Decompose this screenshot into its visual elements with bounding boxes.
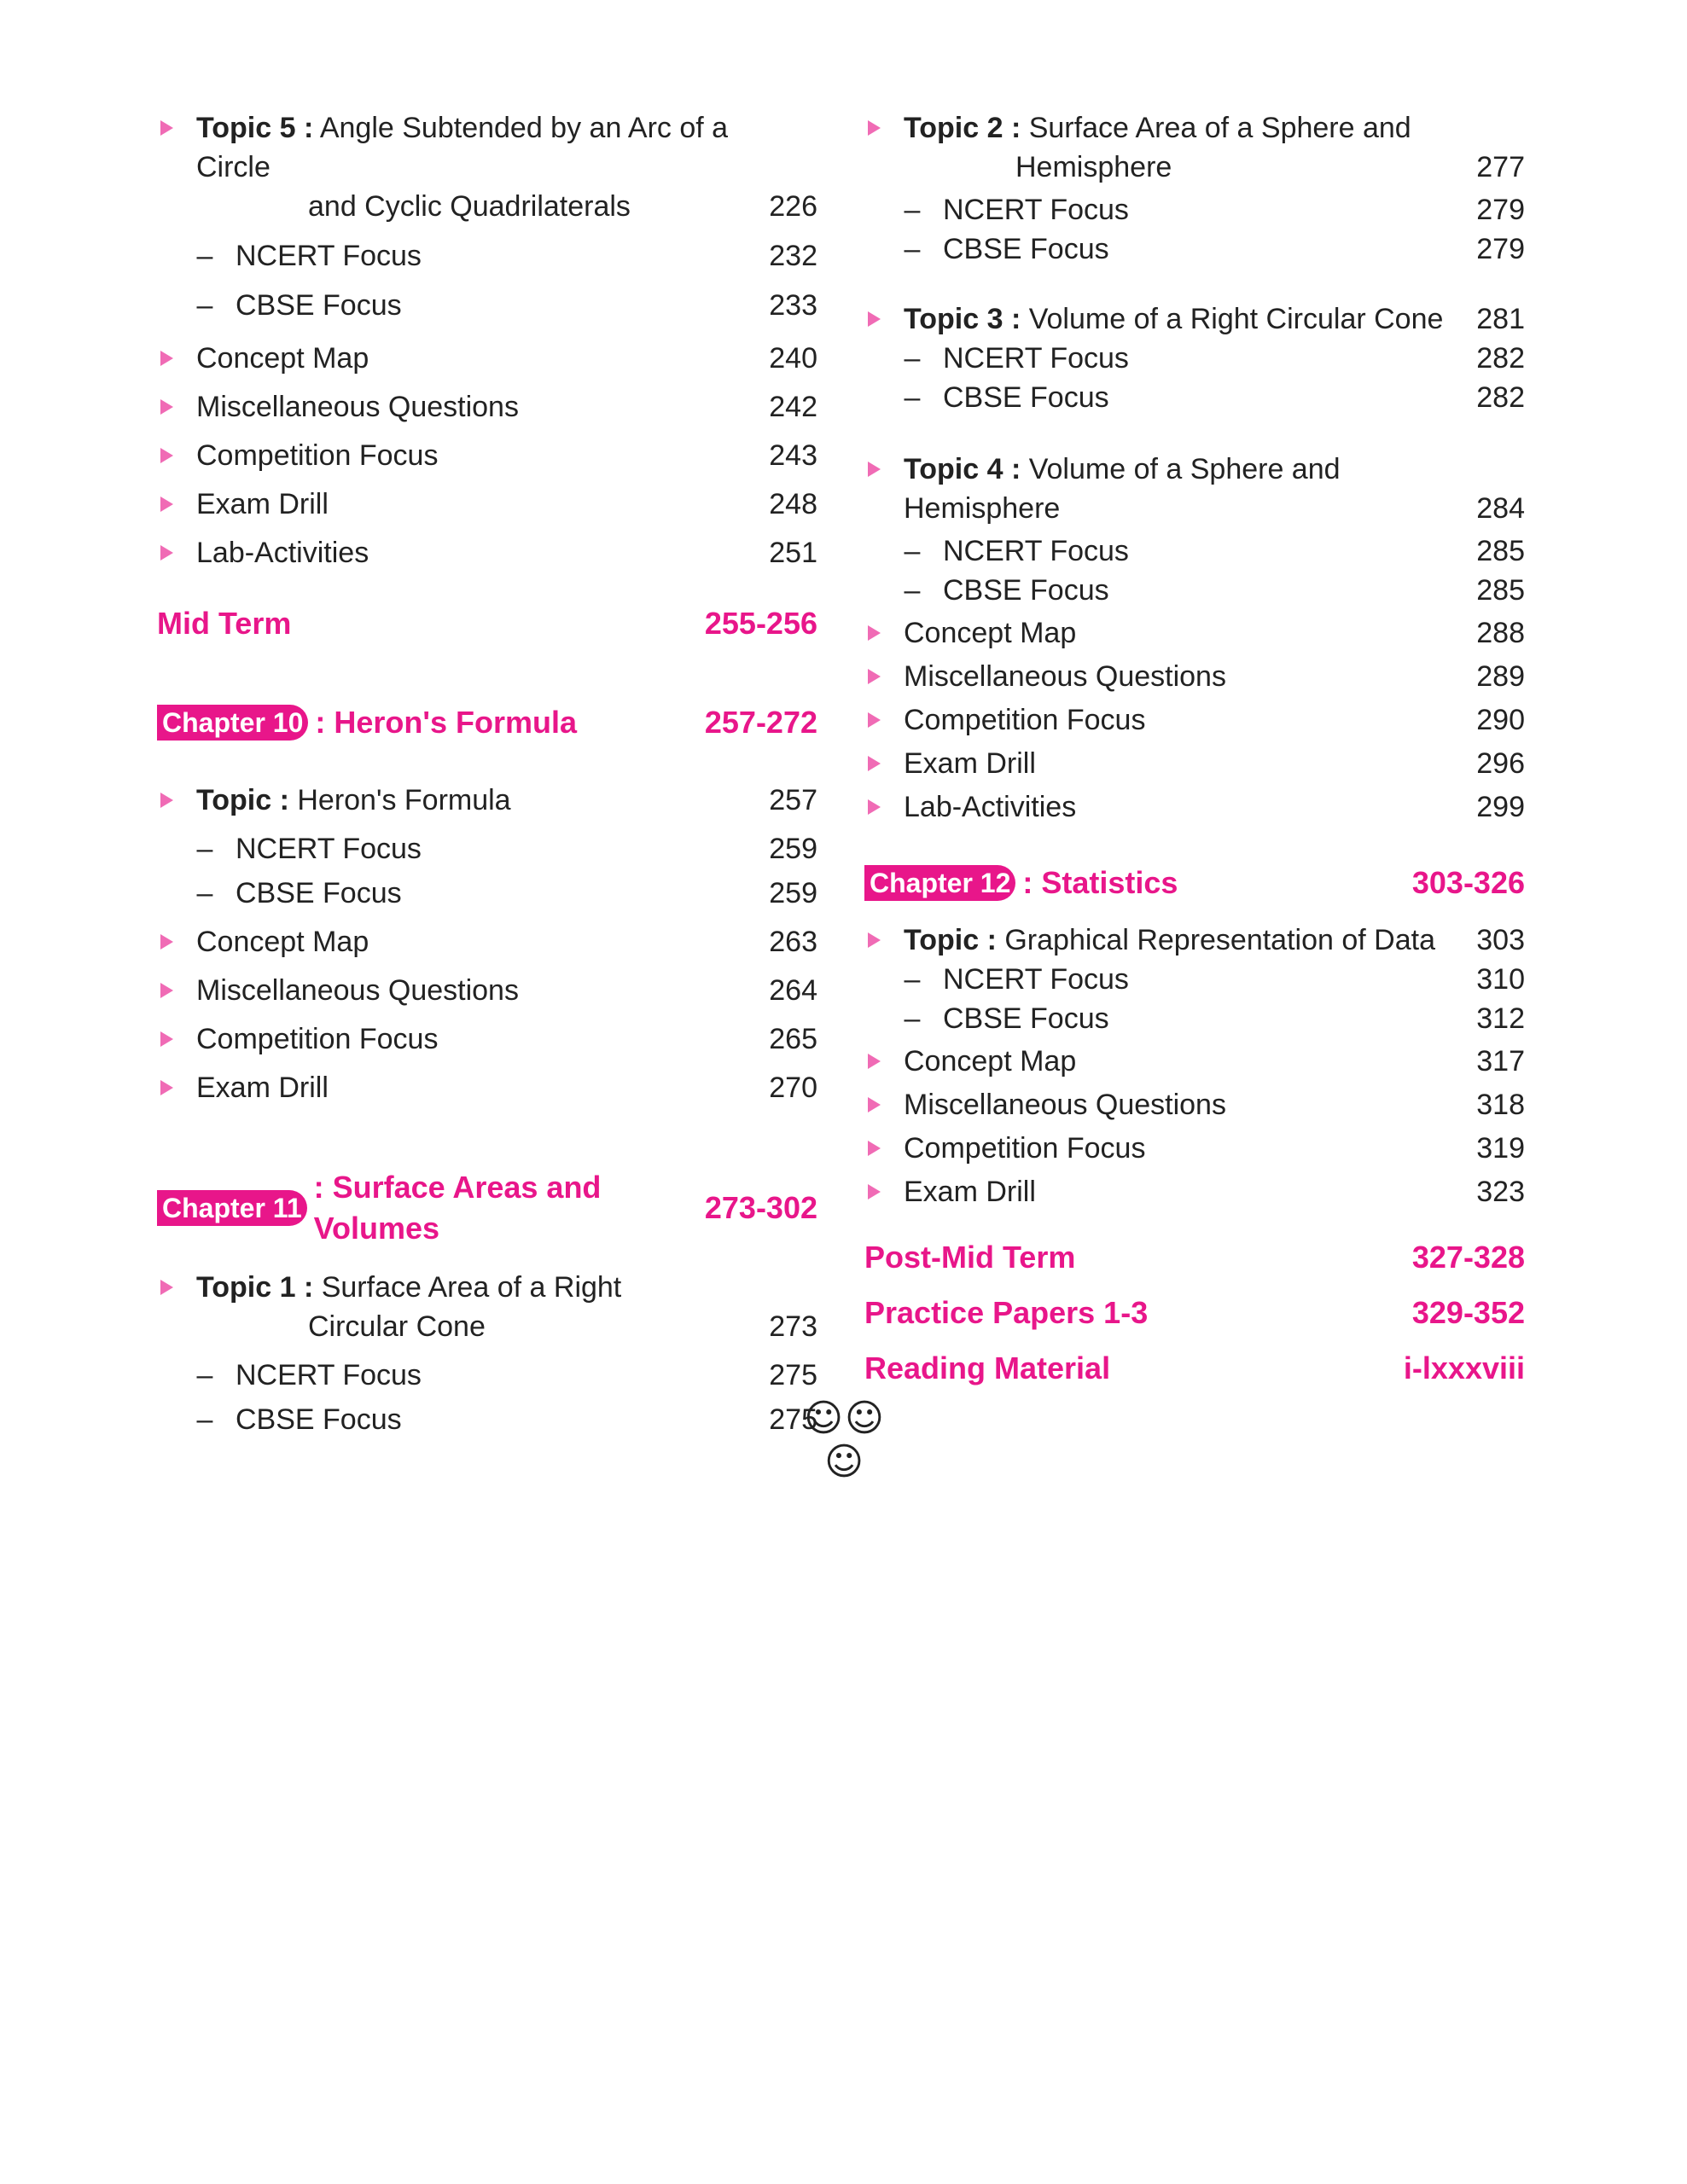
page-range: 303-326: [1411, 865, 1525, 900]
item-label: Miscellaneous Questions: [904, 660, 1226, 693]
triangle-bullet-icon: [160, 1280, 173, 1295]
page-number: 296: [1476, 747, 1525, 780]
topic-text: Volume of a Right Circular Cone: [1028, 303, 1444, 335]
page-number: 251: [769, 537, 817, 569]
item-label: Concept Map: [196, 342, 369, 375]
topic-text-continued: and Cyclic Quadrilaterals: [308, 190, 631, 223]
page-range: 273-302: [704, 1190, 817, 1225]
page-number: 282: [1476, 381, 1525, 414]
toc-subentry[interactable]: [157, 286, 817, 325]
page-number: 284: [1476, 492, 1525, 525]
item-label: Competition Focus: [904, 704, 1146, 736]
chapter-title: : Surface Areas and Volumes: [313, 1170, 602, 1246]
section-label: Mid Term: [157, 606, 292, 641]
item-label: Exam Drill: [196, 1072, 329, 1104]
page-range: 255-256: [704, 606, 817, 641]
page-number: 264: [769, 974, 817, 1007]
toc-subentry[interactable]: [864, 531, 1525, 571]
page-number: 290: [1476, 704, 1525, 736]
page-number: 259: [769, 877, 817, 909]
toc-subentry[interactable]: [157, 236, 817, 276]
dash-icon: –: [196, 1403, 213, 1436]
item-label: Lab-Activities: [904, 791, 1077, 823]
dash-icon: –: [196, 833, 213, 865]
smiley-faces-icon: ☺☺☺: [804, 1397, 886, 1484]
chapter-heading-10[interactable]: [157, 702, 817, 743]
chapter-title: : Statistics: [1022, 865, 1178, 900]
item-label: Exam Drill: [196, 488, 329, 520]
toc-subentry[interactable]: [864, 999, 1525, 1038]
dash-icon: –: [196, 289, 213, 322]
page-number: 277: [1476, 151, 1525, 183]
item-label: Concept Map: [196, 926, 369, 958]
page-number: 240: [769, 342, 817, 375]
toc-item[interactable]: [157, 485, 817, 524]
section-heading-reading-material[interactable]: [864, 1348, 1525, 1389]
topic-text: Angle Subtended by an Arc of a Circle: [196, 112, 729, 183]
page-number: 257: [769, 784, 817, 816]
triangle-bullet-icon: [160, 1031, 173, 1047]
item-label: Miscellaneous Questions: [904, 1089, 1226, 1121]
page-number: 273: [769, 1310, 817, 1343]
topic-heading: Topic 5 :: [196, 112, 314, 144]
triangle-bullet-icon: [868, 1097, 881, 1112]
page-number: 303: [1476, 924, 1525, 956]
chapter-badge: Chapter 10: [157, 705, 308, 741]
toc-item-list: [864, 1042, 1525, 1211]
dash-icon: –: [904, 381, 921, 414]
item-label: Exam Drill: [904, 1176, 1036, 1208]
subentry-label: CBSE Focus: [236, 1403, 402, 1436]
topic-text: Graphical Representation of Data: [1004, 924, 1435, 956]
triangle-bullet-icon: [868, 756, 881, 771]
page-number: 281: [1476, 303, 1525, 335]
subentry-label: NCERT Focus: [943, 194, 1129, 226]
page-number: 248: [769, 488, 817, 520]
subentry-label: NCERT Focus: [943, 535, 1129, 567]
triangle-bullet-icon: [160, 934, 173, 950]
dash-icon: –: [904, 194, 921, 226]
section-label: Post-Mid Term: [864, 1240, 1076, 1275]
triangle-bullet-icon: [868, 932, 881, 948]
chapter-badge: Chapter 12: [864, 865, 1015, 901]
toc-topic-entry[interactable]: [864, 450, 1525, 528]
toc-item-list: [157, 922, 817, 1107]
triangle-bullet-icon: [160, 793, 173, 808]
section-heading-practice-papers[interactable]: [864, 1292, 1525, 1333]
page-number: 226: [769, 190, 817, 223]
dash-icon: –: [904, 963, 921, 996]
triangle-bullet-icon: [868, 1141, 881, 1156]
page-number: 282: [1476, 342, 1525, 375]
chapter-heading-11[interactable]: [157, 1167, 817, 1249]
page-number: 259: [769, 833, 817, 865]
triangle-bullet-icon: [868, 462, 881, 477]
page-number: 279: [1476, 233, 1525, 265]
page-number: 270: [769, 1072, 817, 1104]
item-label: Competition Focus: [196, 1023, 439, 1055]
page-number: 233: [769, 289, 817, 322]
toc-item[interactable]: [157, 387, 817, 427]
toc-item[interactable]: [157, 533, 817, 572]
dash-icon: –: [904, 1002, 921, 1035]
section-label: Practice Papers 1-3: [864, 1295, 1149, 1330]
topic-text: Heron's Formula: [297, 784, 511, 816]
item-label: Competition Focus: [196, 439, 439, 472]
toc-item[interactable]: [864, 744, 1525, 783]
page-number: 289: [1476, 660, 1525, 693]
subentry-label: CBSE Focus: [943, 233, 1109, 265]
item-label: Miscellaneous Questions: [196, 391, 519, 423]
section-label: Reading Material: [864, 1350, 1111, 1385]
page-number: 265: [769, 1023, 817, 1055]
topic-heading: Topic 4 :: [904, 453, 1021, 485]
page-number: 275: [769, 1359, 817, 1391]
toc-topic-entry[interactable]: [157, 1268, 817, 1346]
toc-subentry[interactable]: [864, 571, 1525, 610]
toc-subentry[interactable]: [864, 229, 1525, 269]
dash-icon: –: [904, 574, 921, 607]
subentry-label: NCERT Focus: [236, 1359, 422, 1391]
page-number: 319: [1476, 1132, 1525, 1165]
topic-heading: Topic :: [904, 924, 997, 956]
subentry-label: NCERT Focus: [236, 833, 422, 865]
toc-topic-entry[interactable]: [864, 108, 1525, 187]
page-number: 285: [1476, 574, 1525, 607]
item-label: Competition Focus: [904, 1132, 1146, 1165]
triangle-bullet-icon: [868, 625, 881, 641]
toc-left-column: [157, 108, 817, 1439]
page-number: 288: [1476, 617, 1525, 649]
toc-item[interactable]: [157, 971, 817, 1010]
item-label: Concept Map: [904, 617, 1077, 649]
page-number: 242: [769, 391, 817, 423]
topic-text: Surface Area of a Sphere and: [1028, 112, 1411, 144]
item-label: Exam Drill: [904, 747, 1036, 780]
section-heading-mid-term[interactable]: [157, 603, 817, 644]
page-number: 279: [1476, 194, 1525, 226]
toc-subentry[interactable]: [864, 960, 1525, 999]
triangle-bullet-icon: [160, 1080, 173, 1095]
subentry-label: NCERT Focus: [943, 963, 1129, 996]
page-number: 323: [1476, 1176, 1525, 1208]
page-number: 232: [769, 240, 817, 272]
toc-topic-entry[interactable]: [157, 781, 817, 820]
page-range: 329-352: [1411, 1295, 1525, 1330]
topic-text: Surface Area of a Right: [321, 1271, 622, 1304]
page-number: 299: [1476, 791, 1525, 823]
toc-item[interactable]: [864, 613, 1525, 653]
dash-icon: –: [196, 877, 213, 909]
triangle-bullet-icon: [160, 497, 173, 512]
topic-heading: Topic :: [196, 784, 289, 816]
page-number: 310: [1476, 963, 1525, 996]
triangle-bullet-icon: [868, 712, 881, 728]
topic-text: Volume of a Sphere and Hemisphere: [904, 453, 1341, 525]
triangle-bullet-icon: [160, 351, 173, 366]
toc-topic-entry[interactable]: [864, 921, 1525, 960]
subentry-label: NCERT Focus: [943, 342, 1129, 375]
dash-icon: –: [904, 233, 921, 265]
toc-item[interactable]: [864, 657, 1525, 696]
triangle-bullet-icon: [160, 983, 173, 998]
toc-item[interactable]: [157, 922, 817, 961]
toc-item-list: [157, 339, 817, 572]
toc-item[interactable]: [864, 700, 1525, 740]
subentry-label: CBSE Focus: [236, 877, 402, 909]
triangle-bullet-icon: [868, 311, 881, 327]
page-number: 285: [1476, 535, 1525, 567]
toc-item[interactable]: [864, 787, 1525, 827]
triangle-bullet-icon: [160, 120, 173, 136]
toc-item[interactable]: [864, 1085, 1525, 1124]
dash-icon: –: [904, 342, 921, 375]
subentry-label: CBSE Focus: [943, 381, 1109, 414]
triangle-bullet-icon: [868, 799, 881, 815]
dash-icon: –: [196, 1359, 213, 1391]
toc-item-list: [864, 613, 1525, 827]
toc-item[interactable]: [157, 436, 817, 475]
toc-subentry[interactable]: [864, 378, 1525, 417]
triangle-bullet-icon: [868, 1184, 881, 1199]
triangle-bullet-icon: [160, 545, 173, 561]
topic-heading: Topic 2 :: [904, 112, 1021, 144]
page-number: 317: [1476, 1045, 1525, 1077]
triangle-bullet-icon: [868, 1054, 881, 1069]
triangle-bullet-icon: [868, 669, 881, 684]
subentry-label: CBSE Focus: [943, 1002, 1109, 1035]
item-label: Lab-Activities: [196, 537, 369, 569]
toc-item[interactable]: [157, 339, 817, 378]
toc-item[interactable]: [864, 1172, 1525, 1211]
toc-subentry[interactable]: [157, 829, 817, 868]
item-label: Concept Map: [904, 1045, 1077, 1077]
topic-text-continued: Circular Cone: [308, 1310, 486, 1343]
toc-item[interactable]: [157, 1068, 817, 1107]
toc-right-column: [864, 108, 1525, 1389]
page-number: 263: [769, 926, 817, 958]
chapter-heading-12[interactable]: [864, 863, 1525, 903]
toc-subentry[interactable]: [864, 190, 1525, 229]
toc-topic-entry[interactable]: [157, 108, 817, 226]
page-number: 318: [1476, 1089, 1525, 1121]
subentry-label: CBSE Focus: [943, 574, 1109, 607]
item-label: Miscellaneous Questions: [196, 974, 519, 1007]
toc-item[interactable]: [864, 1129, 1525, 1168]
toc-subentry[interactable]: [864, 339, 1525, 378]
topic-heading: Topic 1 :: [196, 1271, 314, 1304]
topic-text-continued: Hemisphere: [1015, 151, 1172, 183]
dash-icon: –: [196, 240, 213, 272]
chapter-title: : Heron's Formula: [315, 705, 577, 740]
toc-subentry[interactable]: [157, 874, 817, 913]
toc-item[interactable]: [157, 1019, 817, 1059]
triangle-bullet-icon: [160, 448, 173, 463]
toc-topic-entry[interactable]: [864, 299, 1525, 339]
toc-item[interactable]: [864, 1042, 1525, 1081]
page-range: 327-328: [1411, 1240, 1525, 1275]
page-range: i-lxxxviii: [1403, 1350, 1525, 1385]
chapter-badge: Chapter 11: [157, 1190, 307, 1226]
topic-heading: Topic 3 :: [904, 303, 1021, 335]
page-range: 257-272: [704, 705, 817, 740]
subentry-label: CBSE Focus: [236, 289, 402, 322]
triangle-bullet-icon: [868, 120, 881, 136]
page-number: 275: [769, 1403, 817, 1436]
subentry-label: NCERT Focus: [236, 240, 422, 272]
triangle-bullet-icon: [160, 399, 173, 415]
dash-icon: –: [904, 535, 921, 567]
toc-subentry[interactable]: [157, 1356, 817, 1395]
page-number: 243: [769, 439, 817, 472]
section-heading-post-mid-term[interactable]: [864, 1237, 1525, 1278]
page-number: 312: [1476, 1002, 1525, 1035]
toc-subentry[interactable]: [157, 1400, 817, 1439]
